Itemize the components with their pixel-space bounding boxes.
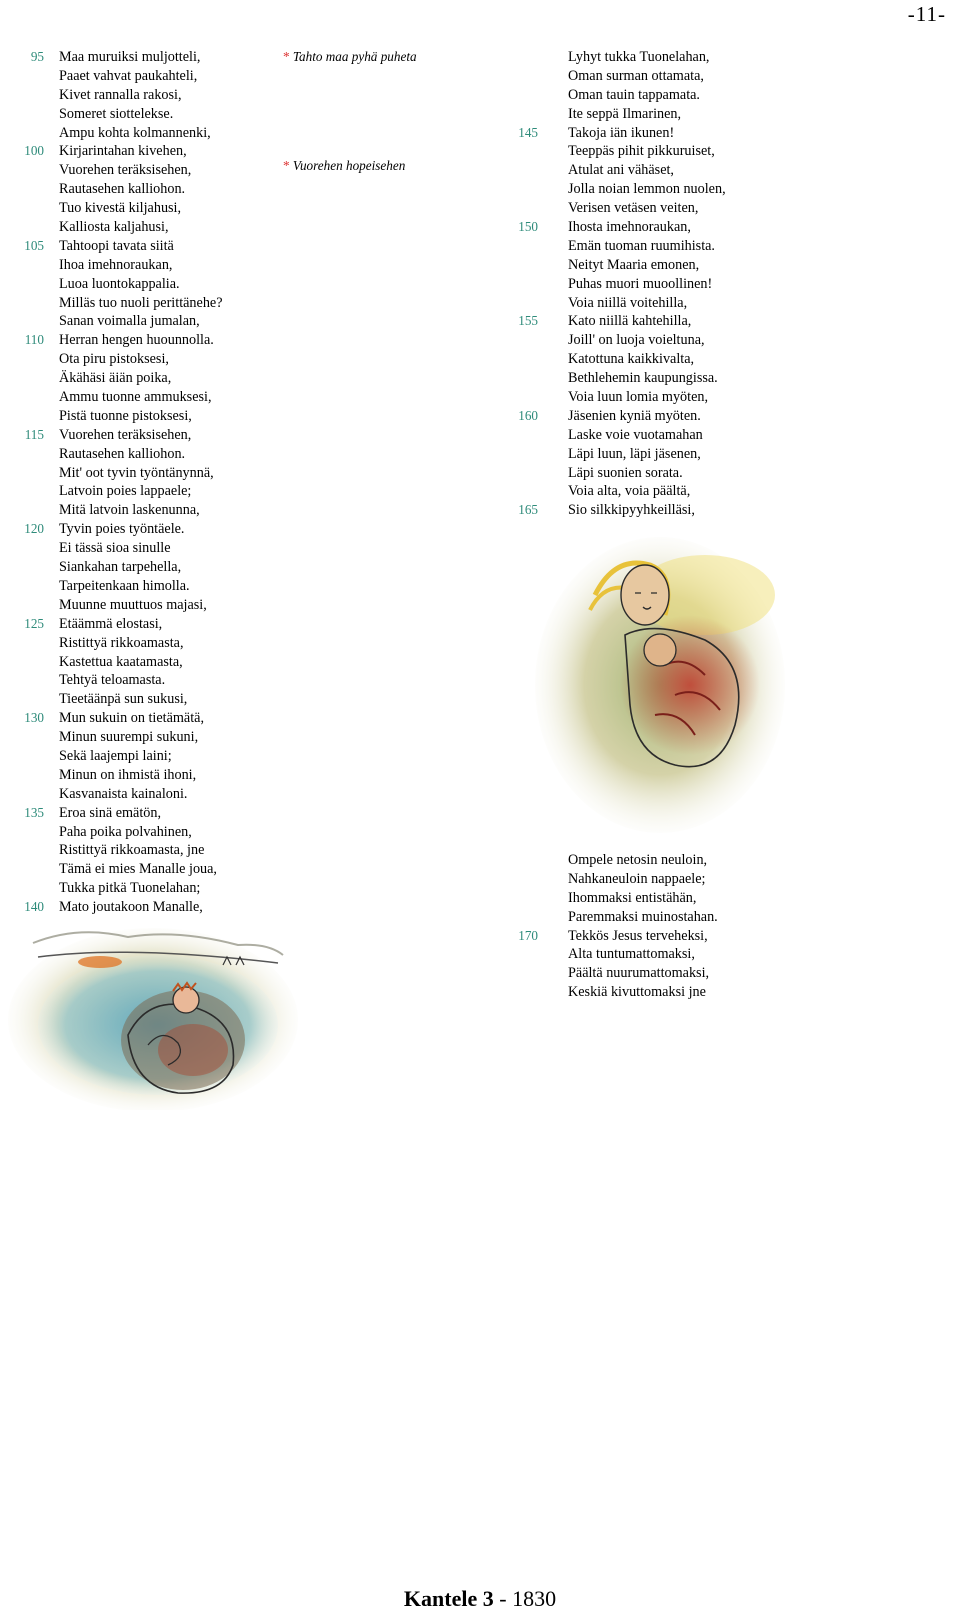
verse-text: Ristittyä rikkoamasta, [59,634,184,651]
verse-text: Läpi luun, läpi jäsenen, [568,445,701,462]
line-number: 160 [518,407,538,423]
verse-text: Päältä nuurumattomaksi, [568,965,710,982]
footer-year: 1830 [512,1586,557,1611]
footnote-2 [283,157,405,176]
verse-text: Vuorehen teräksisehen, [59,162,192,179]
verse-text: Tehtyä teloamasta. [59,672,166,689]
verse-text: Atulat ani vähäset, [568,162,674,179]
verse-text: Ite seppä Ilmarinen, [568,105,682,122]
verse-text: Voia luun lomia myöten, [568,389,709,406]
verse-text: Rautasehen kalliohon. [59,181,186,198]
verse-text: Ihommaksi entistähän, [568,889,697,906]
verse-text: Takoja iän ikunen! [568,124,675,141]
verse-text: Paremmaksi muinostahan. [568,908,718,925]
footer-title: Kantele 3 [403,1586,494,1611]
verse-text: Mit' oot tyvin työntänynnä, [59,464,214,481]
footnote-text: Vuorehen hopeisehen [292,158,406,173]
verse-text: Oman surman ottamata, [568,67,704,84]
verse-text: Ei tässä sioa sinulle [59,540,171,557]
verse-text: Herran hengen huounnolla. [59,332,214,349]
verse-text: Latvoin poies lappaele; [59,483,192,500]
verse-text: Tyvin poies työntäele. [59,521,185,538]
verse-text: Paaet vahvat paukahteli, [59,67,198,84]
verse-text: Siankahan tarpehella, [59,559,182,576]
line-number: 155 [518,313,538,329]
verse-text: Luoa luontokappalia. [59,275,180,292]
footnote-star: * [283,49,290,64]
mother-and-child-illustration [535,535,785,835]
verse-text: Mun sukuin on tietämätä, [59,710,205,727]
verse-text: Someret siottelekse. [59,105,174,122]
line-number: 115 [24,426,44,442]
verse-text: Ompele netosin neuloin, [568,852,708,868]
verse-text: Eroa sinä emätön, [59,804,162,821]
verse-text: Keskiä kivuttomaksi jne [568,984,706,1001]
verse-text: Tarpeitenkaan himolla. [59,577,190,594]
footer-separator: - [493,1586,513,1611]
verse-text: Tukka pitkä Tuonelahan; [59,880,201,897]
verse-text: Kastettua kaatamasta, [59,653,183,670]
verse-text: Äkähäsi äiän poika, [59,370,172,387]
line-number: 135 [24,804,44,820]
verse-text: Teeppäs pihit pikkuruiset, [568,143,715,160]
verse-text: Voia alta, voia päältä, [568,483,691,500]
footnote-star: * [283,158,290,173]
verse-text: Ihoa imehnoraukan, [59,256,173,273]
verse-text: Kato niillä kahtehilla, [568,313,692,330]
verse-text: Sio silkkipyyhkeilläsi, [568,502,695,519]
verse-text: Ristittyä rikkoamasta, jne [59,842,205,859]
footnote-1 [283,48,417,67]
verse-text: Etäämmä elostasi, [59,615,163,632]
verse-text: Jolla noian lemmon nuolen, [568,181,726,198]
verse-text: Mitä latvoin laskenunna, [59,502,200,519]
footnote-text: Tahto maa pyhä puheta [292,49,417,64]
line-number: 140 [24,899,44,915]
verse-text: Minun on ihmistä ihoni, [59,766,197,783]
verse-text: Tämä ei mies Manalle joua, [59,861,217,878]
verse-text: Oman tauin tappamata. [568,86,700,103]
verse-text: Läpi suonien sorata. [568,464,683,481]
verse-text: Ihosta imehnoraukan, [568,219,691,236]
verse-text: Kalliosta kaljahusi, [59,219,169,236]
verse-text: Emän tuoman ruumihista. [568,237,715,254]
line-number: 170 [518,927,538,943]
verse-text: Minun suurempi sukuni, [59,729,199,746]
verse-text: Joill' on luoja voieltuna, [568,332,705,349]
line-number: 120 [24,521,44,537]
verse-text: Ammu tuonne ammuksesi, [59,389,212,406]
verse-text: Bethlehemin kaupungissa. [568,370,718,387]
verse-text: Laske voie vuotamahan [568,426,703,443]
line-number: 130 [24,710,44,726]
line-number: 125 [24,615,44,631]
line-number: 150 [518,219,538,235]
verse-text: Jäsenien kyniä myöten. [568,407,701,424]
verse-text: Pistä tuonne pistoksesi, [59,407,192,424]
line-number: 110 [24,332,44,348]
verse-text: Ampu kohta kolmannenki, [59,124,211,141]
verse-text: Alta tuntumattomaksi, [568,946,695,963]
verse-text: Sanan voimalla jumalan, [59,313,200,330]
verse-text: Tuo kivestä kiljahusi, [59,200,182,217]
verse-text: Milläs tuo nuoli perittänehe? [59,294,223,311]
verse-text: Sekä laajempi laini; [59,747,172,764]
lake-scene-illustration [8,915,298,1110]
verse-text: Maa muruiksi muljotteli, [59,49,201,65]
line-number: 145 [518,124,538,140]
verse-text: Tekkös Jesus terveheksi, [568,927,708,944]
line-number: 95 [30,49,44,64]
verse-text: Nahkaneuloin nappaele; [568,870,706,887]
verse-text: Tieetäänpä sun sukusi, [59,691,188,708]
verse-text: Tahtoopi tavata siitä [59,237,174,254]
line-number: 165 [518,502,538,518]
verse-text: Voia niillä voitehilla, [568,294,688,311]
verse-text: Kasvanaista kainaloni. [59,785,188,802]
verse-text: Mato joutakoon Manalle, [59,899,203,916]
verse-text: Verisen vetäsen veiten, [568,200,699,217]
verse-text: Kivet rannalla rakosi, [59,86,182,103]
verse-text: Puhas muori muoollinen! [568,275,713,292]
verse-text: Lyhyt tukka Tuonelahan, [568,49,710,65]
verse-text: Katottuna kaikkivalta, [568,351,695,368]
verse-text: Ota piru pistoksesi, [59,351,169,368]
verse-text: Paha poika polvahinen, [59,823,192,840]
line-number: 100 [24,143,44,159]
verse-text: Kirjarintahan kivehen, [59,143,187,160]
verse-text: Muunne muuttuos majasi, [59,596,207,613]
page-number: -11- [907,2,946,26]
verse-text: Rautasehen kalliohon. [59,445,186,462]
verse-text: Neityt Maaria emonen, [568,256,700,273]
footer [0,1587,960,1611]
line-number: 105 [24,237,44,253]
verse-text: Vuorehen teräksisehen, [59,426,192,443]
